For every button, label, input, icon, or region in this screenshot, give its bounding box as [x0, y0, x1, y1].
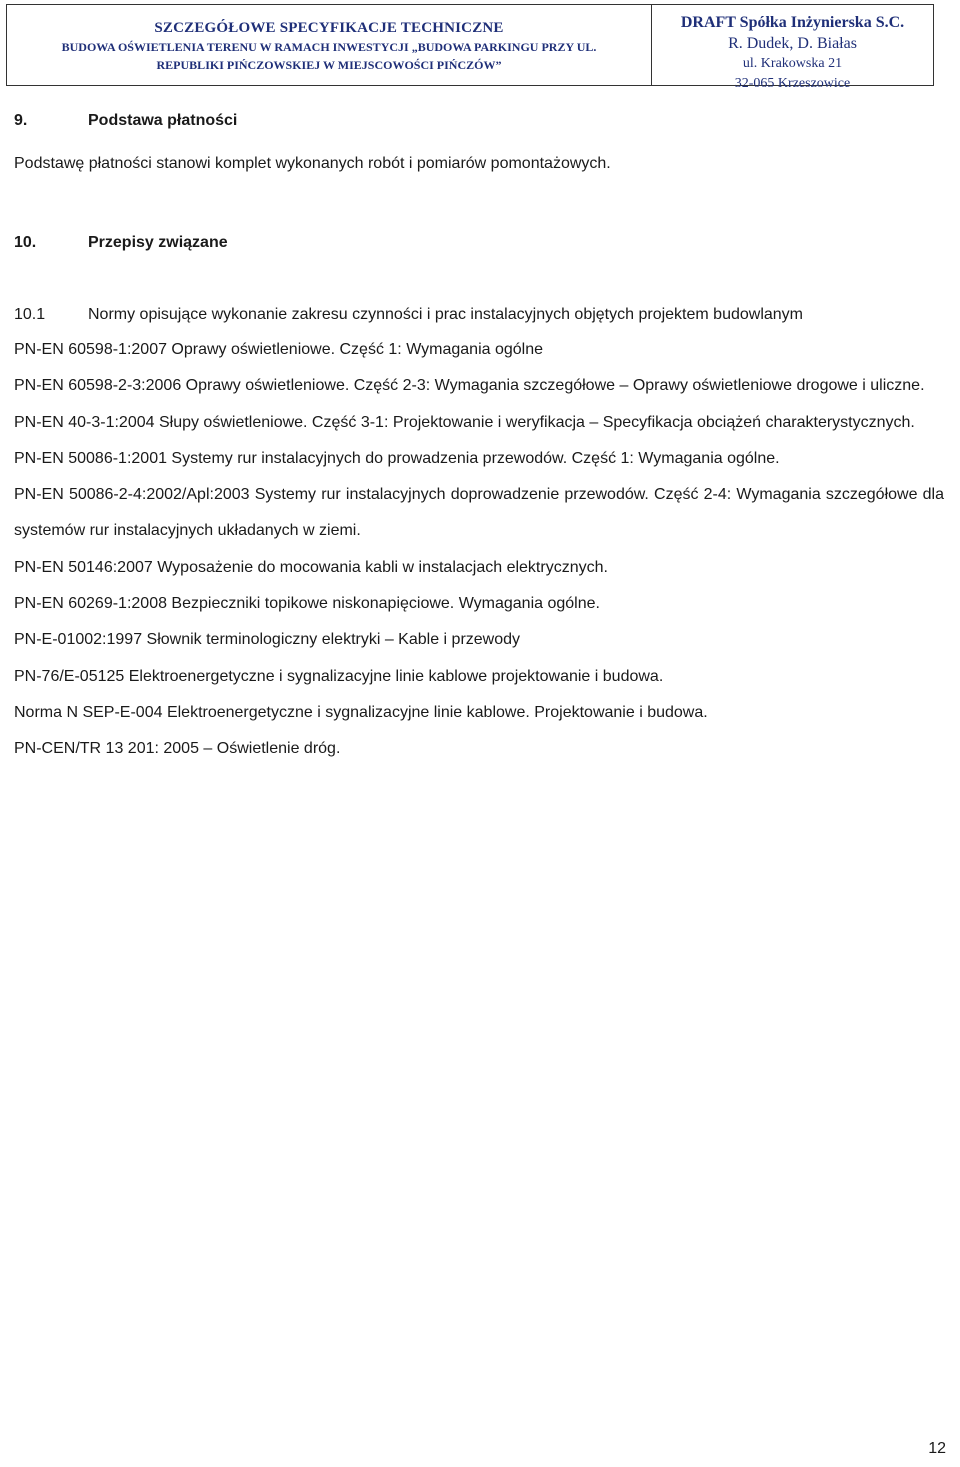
standard-item: PN-CEN/TR 13 201: 2005 – Oświetlenie dróg. — [14, 740, 341, 758]
header-title-block — [7, 5, 652, 85]
document-header — [6, 4, 934, 91]
standard-item: PN-EN 60598-2-3:2006 Oprawy oświetleniowe. Część 2-3: Wymagania szczegółowe – Oprawy oświetleniowe drogowe i uliczne. — [14, 377, 925, 395]
section-10-1-heading — [14, 304, 944, 326]
header-street: ul. Krakowska 21 — [742, 56, 843, 71]
standard-item: PN-EN 50146:2007 Wyposażenie do mocowania kabli w instalacjach elektrycznych. — [14, 558, 608, 576]
standards-list — [14, 332, 944, 768]
section-9-text: Podstawę płatności stanowi komplet wykonanych robót i pomiarów pomontażowych. — [14, 155, 611, 172]
header-subtitle-line1: BUDOWA OŚWIETLENIA TERENU W RAMACH INWESTYCJI „BUDOWA PARKINGU PRZY UL. — [61, 40, 597, 54]
standard-item: PN-EN 60598-1:2007 Oprawy oświetleniowe. Część 1: Wymagania ogólne — [14, 341, 544, 358]
header-city: 32-065 Krzeszowice — [734, 76, 851, 91]
header-company-block — [652, 5, 933, 91]
standard-item: PN-EN 50086-1:2001 Systemy rur instalacyjnych do prowadzenia przewodów. Część 1: Wymagania ogólne. — [14, 449, 780, 467]
standard-item: PN-EN 60269-1:2008 Bezpieczniki topikowe niskonapięciowe. Wymagania ogólne. — [14, 595, 600, 613]
header-owners: R. Dudek, D. Białas — [728, 35, 857, 52]
header-company: DRAFT Spółka Inżynierska S.C. — [680, 14, 905, 31]
standard-item: Norma N SEP-E-004 Elektroenergetyczne i sygnalizacyjne linie kablowe. Projektowanie i budowa. — [14, 703, 708, 721]
standard-item: PN-E-01002:1997 Słownik terminologiczny elektryki – Kable i przewody — [14, 631, 521, 649]
section-10-1-number: 10.1 — [14, 306, 46, 323]
header-subtitle-line2: REPUBLIKI PIŃCZOWSKIEJ W MIEJSCOWOŚCI PIŃCZÓW” — [156, 58, 502, 72]
standard-item: PN-EN 50086-2-4:2002/Apl:2003 Systemy rur instalacyjnych doprowadzenie przewodów. Część 2-4: Wymagania szczegółowe dla systemów rur instalacyjnych układanych w ziemi. — [14, 486, 944, 540]
header-title: SZCZEGÓŁOWE SPECYFIKACJE TECHNICZNE — [154, 20, 504, 36]
section-10-title: Przepisy związane — [88, 234, 228, 251]
section-10-number: 10. — [14, 234, 37, 251]
standard-item: PN-EN 40-3-1:2004 Słupy oświetleniowe. Część 3-1: Projektowanie i weryfikacja – Specyfikacja obciążeń charakterystycznych. — [14, 413, 915, 431]
section-10-1-title: Normy opisujące wykonanie zakresu czynności i prac instalacyjnych objętych projektem budowlanym — [88, 306, 803, 323]
document-body — [14, 110, 944, 768]
section-9-number: 9. — [14, 112, 28, 129]
standard-item: PN-76/E-05125 Elektroenergetyczne i sygnalizacyjne linie kablowe projektowanie i budowa. — [14, 667, 664, 685]
section-10-heading — [14, 232, 944, 254]
page-number: 12 — [928, 1440, 946, 1457]
section-9-heading — [14, 110, 944, 132]
section-9-title: Podstawa płatności — [88, 112, 238, 129]
